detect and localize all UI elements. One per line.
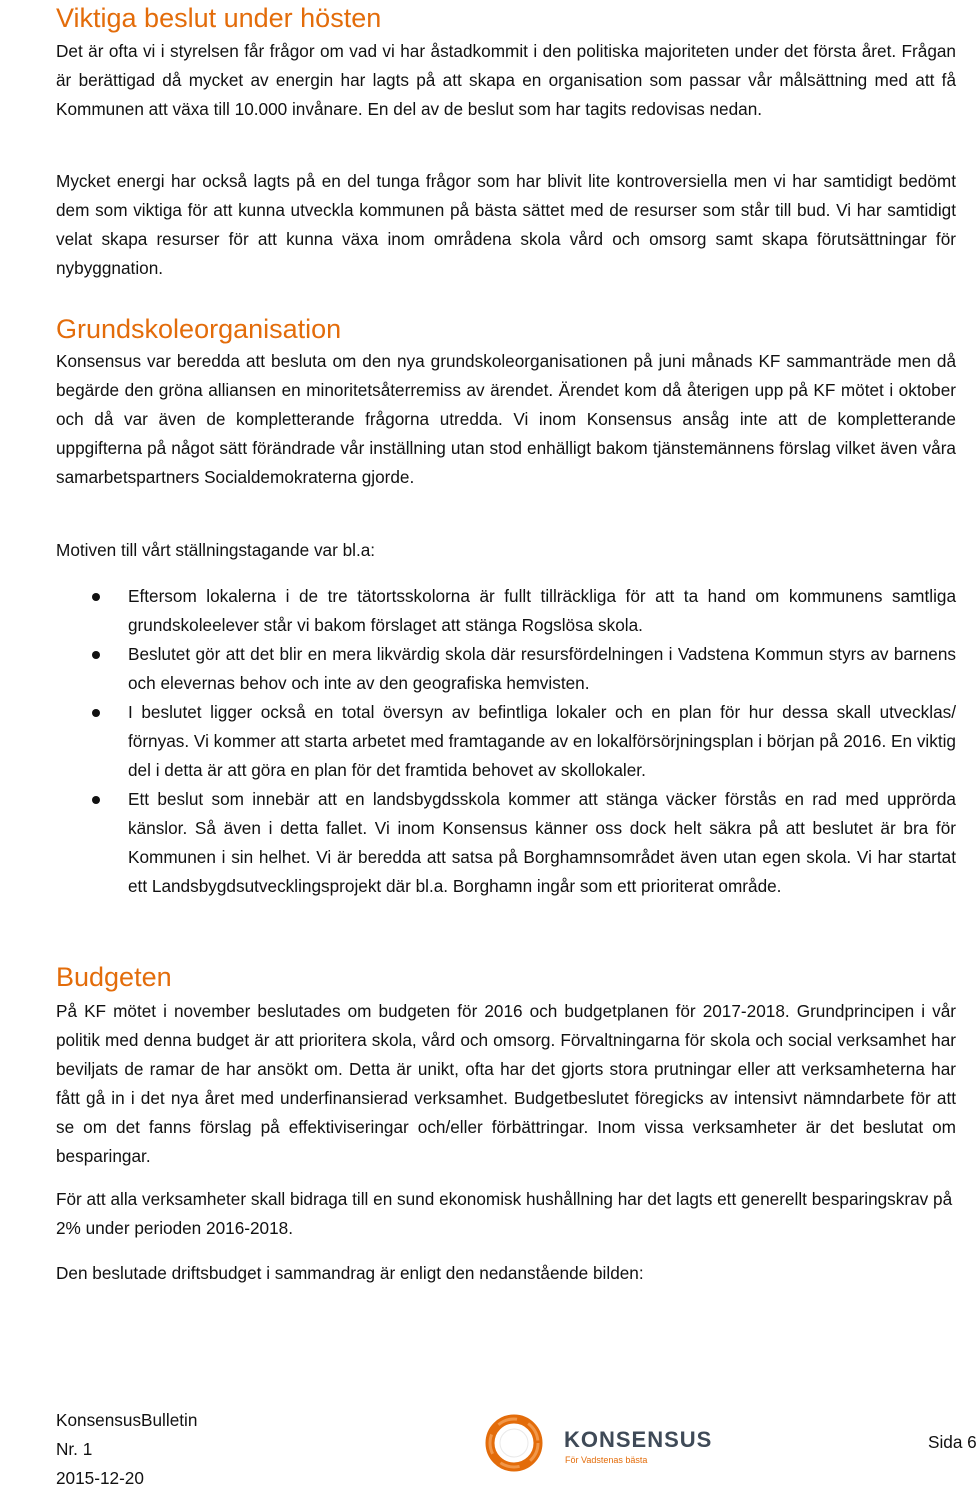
- logo-tagline: För Vadstenas bästa: [565, 1455, 648, 1465]
- footer-info: [56, 1406, 197, 1493]
- footer-date: 2015-12-20: [56, 1468, 144, 1488]
- footer-publication: KonsensusBulletin: [56, 1410, 198, 1430]
- paragraph-konsensus: Konsensus var beredda att besluta om den nya grundskoleorganisationen på juni månads KF sammanträde men då begärde den gröna alliansen en minoritetsåterremiss av ärendet. Ärendet kom då återigen upp på KF mötet i oktober och då var även de kompletterande frågorna utredda. Vi inom Konsensus ansåg inte att de kompletterande uppgifterna på något sätt förändrade vår inställning utan stod enhälligt bakom tjänstemännens förslag vilket även våra samarbetspartners Socialdemokraterna gjorde.: [56, 351, 956, 487]
- bullet-icon: [92, 796, 100, 804]
- heading-grundskoleorganisation: Grundskoleorganisation: [56, 314, 342, 344]
- paragraph-motiven: Motiven till vårt ställningstagande var bl.a:: [56, 540, 376, 560]
- bullet-icon: [92, 593, 100, 601]
- bullet-icon: [92, 651, 100, 659]
- logo-ring-icon: [484, 1413, 544, 1473]
- footer-issue: Nr. 1: [56, 1439, 93, 1459]
- list-item: [56, 785, 956, 901]
- list-item-text: Ett beslut som innebär att en landsbygdsskola kommer att stänga väcker förstås en rad med upprörda känslor. Så även i detta fallet. Vi inom Konsensus känner oss dock helt säkra på att beslutet är bra för Kommunen i sin helhet. Vi är beredda att satsa på Borghamnsområdet även utan egen skola. Vi har startat ett Landsbygdsutvecklingsprojekt där bl.a. Borghamn ingår som ett prioriterat område.: [128, 789, 956, 896]
- paragraph-driftsbudget: Den beslutade driftsbudget i sammandrag är enligt den nedanstående bilden:: [56, 1263, 644, 1283]
- heading-viktiga-beslut: Viktiga beslut under hösten: [56, 3, 382, 33]
- paragraph-intro: Det är ofta vi i styrelsen får frågor om vad vi har åstadkommit i den politiska majoriteten under det första året. Frågan är berättigad då mycket av energin har lagts på att skapa en organisation som passar vår målsättning med att få Kommunen att växa till 10.000 invånare. En del av de beslut som har tagits redovisas nedan.: [56, 41, 956, 119]
- paragraph-besparingskrav: För att alla verksamheter skall bidraga till en sund ekonomisk hushållning har det lagts ett generellt besparingskrav på 2% under perioden 2016-2018.: [56, 1189, 953, 1238]
- heading-budgeten: Budgeten: [56, 962, 172, 992]
- list-item-text: I beslutet ligger också en total översyn av befintliga lokaler och en plan för hur dessa skall utvecklas/ förnyas. Vi kommer att starta arbetet med framtagande av en lokalförsörjningsplan i början på 2016. En viktig del i detta är att göra en plan för det framtida behovet av skollokaler.: [128, 702, 956, 780]
- page-number: Sida 6: [928, 1432, 977, 1452]
- motive-list: [56, 582, 956, 901]
- list-item: [56, 582, 956, 640]
- paragraph-energi: Mycket energi har också lagts på en del tunga frågor som har blivit lite kontroversiella men vi har samtidigt bedömt dem som viktiga för att kunna utveckla kommunen på bästa sättet med de resurser som står till bud. Vi har samtidigt velat skapa resurser för att kunna växa inom områdena skola vård och omsorg samt skapa förutsättningar för nybyggnation.: [56, 171, 956, 278]
- bullet-icon: [92, 709, 100, 717]
- paragraph-budget: På KF mötet i november beslutades om budgeten för 2016 och budgetplanen för 2017-2018. Grundprincipen i vår politik med denna budget är att prioritera skola, vård och omsorg. Förvaltningarna för skola och social verksamhet har beviljats de ramar de har ansökt om. Detta är unikt, ofta har det gjorts stora prutningar eller att verksamheterna har fått gå in i det nya året med underfinansierad verksamhet. Budgetbeslutet föregicks av intensivt nämndarbete för att se om det fanns förslag på effektiviseringar och/eller förbättringar. Inom vissa verksamheter är det beslutat om besparingar.: [56, 1001, 956, 1166]
- logo-wordmark: KONSENSUS: [564, 1427, 713, 1452]
- list-item-text: Beslutet gör att det blir en mera likvärdig skola där resursfördelningen i Vadstena Kommun styrs av barnens och elevernas behov och inte av den geografiska hemvisten.: [128, 644, 956, 693]
- list-item: [56, 698, 956, 785]
- list-item-text: Eftersom lokalerna i de tre tätortsskolorna är fullt tillräckliga för att ta hand om kommunens samtliga grundskoleelever står vi bakom förslaget att stänga Rogslösa skola.: [128, 586, 956, 635]
- konsensus-logo: [484, 1413, 724, 1473]
- list-item: [56, 640, 956, 698]
